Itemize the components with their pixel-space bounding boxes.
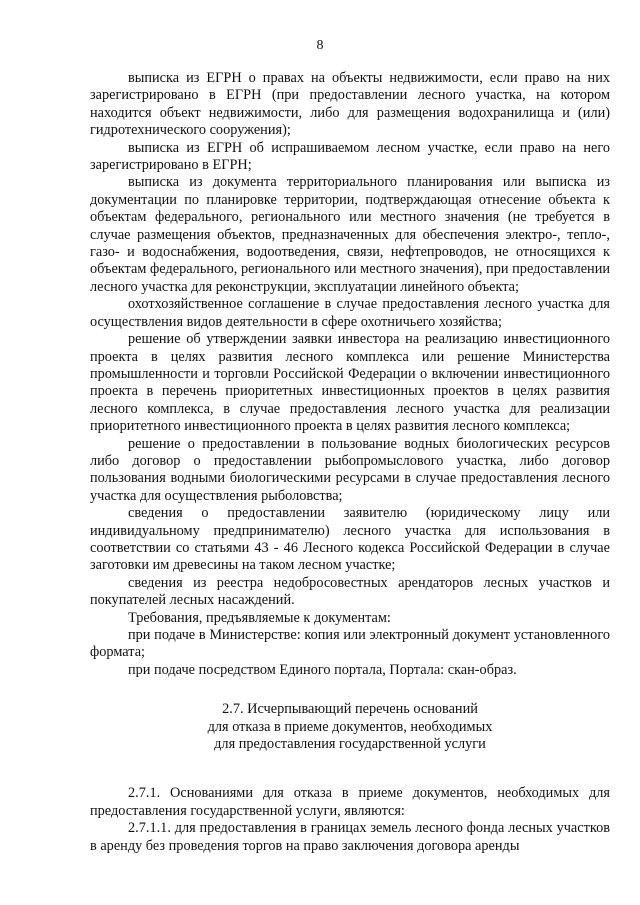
paragraph: при подаче в Министерстве: копия или электронный документ установленного формата; (90, 627, 610, 661)
paragraph: выписка из ЕГРН о правах на объекты недвижимости, если право на них зарегистрировано в ЕГРН (при предоставлении лесного участка, на котором находится объект недвижимости, либо для размещения водохранилища и (или) гидротехнического сооружения); (90, 70, 610, 139)
section-heading-line: для отказа в приеме документов, необходимых (207, 718, 493, 735)
paragraph: охотхозяйственное соглашение в случае предоставления лесного участка для осуществления видов деятельности в сфере охотничьего хозяйства; (90, 296, 610, 330)
paragraph: Требования, предъявляемые к документам: (128, 609, 391, 626)
section-heading-line: для предоставления государственной услуги (214, 736, 486, 753)
section-heading (90, 701, 610, 753)
body-text-top (90, 70, 610, 679)
section-heading-line: 2.7. Исчерпывающий перечень оснований (222, 701, 478, 718)
paragraph: решение о предоставлении в пользование водных биологических ресурсов либо договор о предоставлении рыбопромыслового участка, либо договор пользования водными биологическими ресурсами в случае предоставления лесного участка для осуществления рыболовства; (90, 435, 610, 504)
paragraph: решение об утверждении заявки инвестора на реализацию инвестиционного проекта в целях развития лесного комплекса или решение Министерства промышленности и торговли Российской Федерации о включении инвестиционного проекта в перечень приоритетных инвестиционных проектов в целях развития лесного комплекса, в случае предоставления лесного участка для реализации приоритетного инвестиционного проекта в целях развития лесного комплекса; (90, 331, 610, 435)
body-text-bottom (90, 785, 610, 855)
paragraph: сведения из реестра недобросовестных арендаторов лесных участков и покупателей лесных насаждений. (90, 574, 610, 609)
paragraph: 2.7.1.1. для предоставления в границах земель лесного фонда лесных участков в аренду без проведения торгов на право заключения договора аренды (90, 820, 610, 854)
paragraph: выписка из документа территориального планирования или выписка из документации по планировке территории, подтверждающая отнесение объекта к объектам федерального, регионального или местного значения (не требуется в случае размещения объектов, предназначенных для обеспечения электро-, тепло-, газо- и водоснабжения, водоотведения, связи, нефтепроводов, не относящихся к объектам федерального, регионального или местного значения), при предоставлении лесного участка для реконструкции, эксплуатации линейного объекта; (90, 174, 610, 295)
paragraph: 2.7.1. Основаниями для отказа в приеме документов, необходимых для предоставления государственной услуги, являются: (90, 785, 610, 819)
page-number: 8 (316, 38, 324, 53)
paragraph: сведения о предоставлении заявителю (юридическому лицу или индивидуальному предпринимателю) лесного участка для использования в соответствии со статьями 43 - 46 Лесного кодекса Российской Федерации в случае заготовки им древесины на таком лесном участке; (90, 505, 610, 574)
paragraph: выписка из ЕГРН об испрашиваемом лесном участке, если право на него зарегистрировано в ЕГРН; (90, 139, 610, 174)
paragraph: при подаче посредством Единого портала, Портала: скан-образ. (128, 661, 517, 678)
